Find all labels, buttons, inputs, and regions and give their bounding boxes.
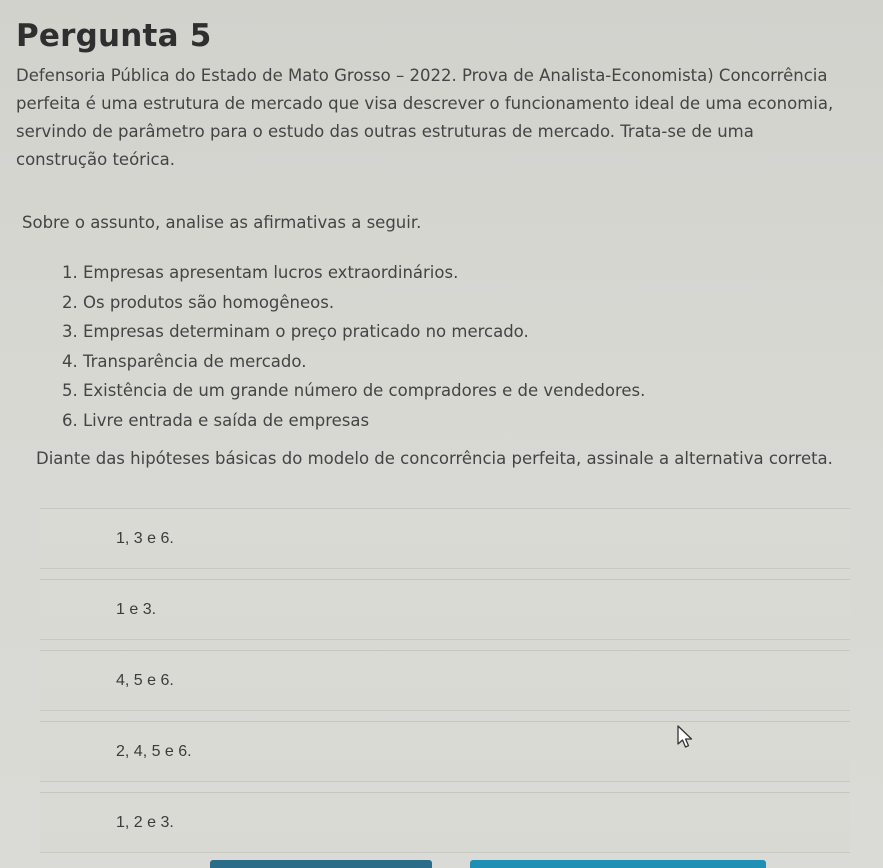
answer-option-label: 4, 5 e 6. bbox=[116, 671, 174, 689]
answer-option-label: 1, 3 e 6. bbox=[116, 529, 174, 547]
statement-item: 6. Livre entrada e saída de empresas bbox=[62, 410, 370, 430]
intro-line: Defensoria Pública do Estado de Mato Grosso – 2022. Prova de Analista-Economista) Concorrência bbox=[16, 66, 828, 85]
question-prompt: Sobre o assunto, analise as afirmativas a seguir. bbox=[22, 213, 422, 232]
question-instruction: Diante das hipóteses básicas do modelo de concorrência perfeita, assinale a alternativa correta. bbox=[36, 449, 833, 468]
answer-option-b[interactable] bbox=[40, 579, 850, 640]
answer-option-label: 1 e 3. bbox=[116, 600, 157, 618]
question-title: Pergunta 5 bbox=[16, 18, 212, 54]
statement-item: 3. Empresas determinam o preço praticado no mercado. bbox=[62, 322, 529, 341]
answer-option-c[interactable] bbox=[40, 650, 850, 711]
footer-button-left[interactable] bbox=[210, 860, 432, 868]
mouse-pointer-icon bbox=[676, 725, 694, 749]
intro-line: servindo de parâmetro para o estudo das outras estruturas de mercado. Trata-se de uma bbox=[16, 122, 754, 141]
intro-line: construção teórica. bbox=[16, 150, 175, 169]
statement-item: 4. Transparência de mercado. bbox=[62, 351, 307, 371]
answer-option-e[interactable] bbox=[40, 792, 850, 853]
answer-option-d[interactable] bbox=[40, 721, 850, 782]
intro-line: perfeita é uma estrutura de mercado que visa descrever o funcionamento ideal de uma economia, bbox=[16, 94, 834, 113]
statement-item: 1. Empresas apresentam lucros extraordinários. bbox=[62, 263, 459, 282]
statement-item: 5. Existência de um grande número de compradores e de vendedores. bbox=[62, 381, 646, 400]
statement-item: 2. Os produtos são homogêneos. bbox=[62, 292, 335, 312]
answer-option-label: 1, 2 e 3. bbox=[116, 813, 174, 831]
answer-options bbox=[40, 508, 850, 863]
question-intro bbox=[16, 62, 871, 174]
statement-list bbox=[62, 258, 645, 435]
footer-button-right[interactable] bbox=[470, 860, 766, 868]
answer-option-label: 2, 4, 5 e 6. bbox=[116, 742, 192, 760]
answer-option-a[interactable] bbox=[40, 508, 850, 569]
